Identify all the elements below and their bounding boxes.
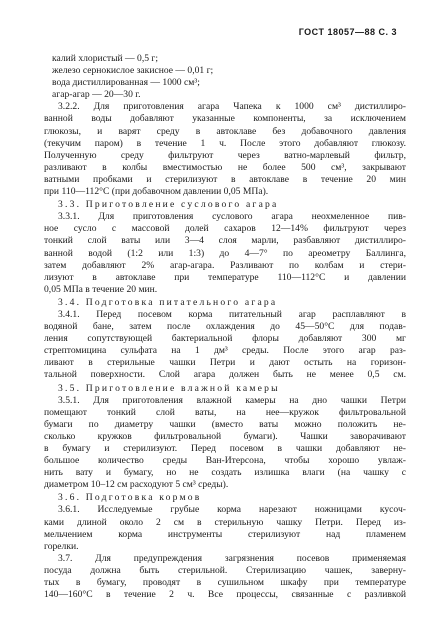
text-line: 3.7. Для предупреждения загрязнения посевов применяемая — [58, 552, 406, 564]
text-line: тальной поверхности. Слой агара должен быть не менее 0,5 см. — [44, 369, 406, 381]
text-line: лизуют в автоклаве при температуре 110—112°С и давлении — [44, 271, 406, 283]
text-line: разливают в колбы вместимостью не более 500 см³, закрывают — [44, 161, 406, 173]
text-line: Полученную среду фильтруют через ватно-марлевый фильтр, — [44, 149, 406, 161]
text-line: ления сопутствующей бактериальной флоры добавляют 300 мг — [44, 333, 406, 345]
text-line: помещают тонкий слой ваты, на нее—кружок фильтровальной — [44, 406, 406, 418]
text-line: 3.2.2. Для приготовления агара Чапека к 1000 см³ дистиллиро- — [58, 101, 406, 113]
text-line: стрептомицина сульфата на 1 дм³ среды. После этого агар раз- — [44, 345, 406, 357]
text-line: ками длиной около 2 см в стерильную чашку Петри. Перед из- — [44, 516, 406, 528]
text-line: тых в бумагу, проводят в сушильном шкафу при температуре — [44, 577, 406, 589]
text-line: в бумагу и стерилизуют. Перед посевом в чашки добавляют не- — [44, 443, 406, 454]
text-line: водяной бане, затем после охлаждения до 45—50°С для подав- — [44, 321, 406, 333]
text-line: 3.3. Приготовление суслового агара — [58, 199, 279, 211]
text-line: нить вату и бумагу, но не создать излишка влаги (на чашку с — [44, 467, 406, 479]
text-line: 3.4. Подготовка питательного агара — [58, 296, 278, 308]
text-line: при 110—112°С (при добавочном давлении 0,05 МПа). — [44, 186, 269, 198]
text-line: 3.6. Подготовка кормов — [58, 492, 202, 504]
text-line: ливают в стерильные чашки Петри и дают остыть на горизон- — [44, 357, 406, 369]
text-line: 3.5. Приготовление влажной камеры — [58, 382, 280, 394]
text-line: посуда должна быть стерильной. Стерилизацию чашек, заверну- — [44, 564, 406, 576]
text-line: затем добавляют 2% агар-агара. Разливают по колбам и стери- — [44, 259, 406, 271]
text-line: ванной воды добавляют указанные компоненты, за исключением — [44, 113, 406, 125]
text-line: глюкозы, и варят среду в автоклаве без добавочного давления — [44, 125, 406, 137]
text-line: 140—160°С в течение 2 ч. Все процессы, связанные с разливкой — [44, 589, 406, 601]
text-line: мельчением корма инструменты стерилизуют над пламенем — [44, 528, 406, 540]
text-line: (текучим паром) в течение 1 ч. После этого добавляют глюкозу. — [44, 137, 406, 149]
text-line: 3.5.1. Для приготовления влажной камеры на дно чашки Петри — [58, 394, 406, 406]
text-line: калий хлористый — 0,5 г; — [52, 53, 159, 64]
text-line: ванной водой (1:2 или 1:3) до 4—7° по ареометру Баллинга, — [44, 247, 406, 259]
text-line: диаметром 10–12 см расходуют 5 см³ среды). — [44, 479, 229, 491]
text-line: большое количество среды Ван-Итерсона, чтобы хорошо увлаж- — [44, 455, 406, 467]
text-line: 3.4.1. Перед посевом корма питательный агар расплавляют в — [58, 308, 406, 320]
text-line: вода дистиллированная — 1000 см³; — [52, 77, 200, 89]
text-line: горелки. — [44, 540, 79, 552]
text-line: 0,05 МПа в течение 20 мин. — [44, 283, 158, 295]
text-line: агар-агар — 20—30 г. — [52, 89, 141, 101]
text-line: 3.6.1. Исследуемые грубые корма нарезают ножницами кусоч- — [58, 504, 406, 516]
page-header: ГОСТ 18057—88 С. 3 — [298, 27, 397, 37]
text-line: 3.3.1. Для приготовления суслового агара неохмеленное пив- — [58, 211, 406, 223]
text-line: ватными пробками и стерилизуют в автоклаве в течение 20 мин — [44, 173, 406, 185]
text-line: бумаги по диаметру чашки (вместо ваты можно положить не- — [44, 418, 406, 430]
text-line: железо сернокислое закисное — 0,01 г; — [52, 65, 214, 77]
text-line: тонкий слой ваты или 3—4 слоя марли, разбавляют дистиллиро- — [44, 235, 406, 247]
document-body — [44, 53, 406, 601]
text-line: ное сусло с массовой долей сахаров 12—14% фильтруют через — [44, 223, 406, 235]
text-line: сколько кружков фильтровальной бумаги). Чашки заворачивают — [44, 430, 406, 442]
